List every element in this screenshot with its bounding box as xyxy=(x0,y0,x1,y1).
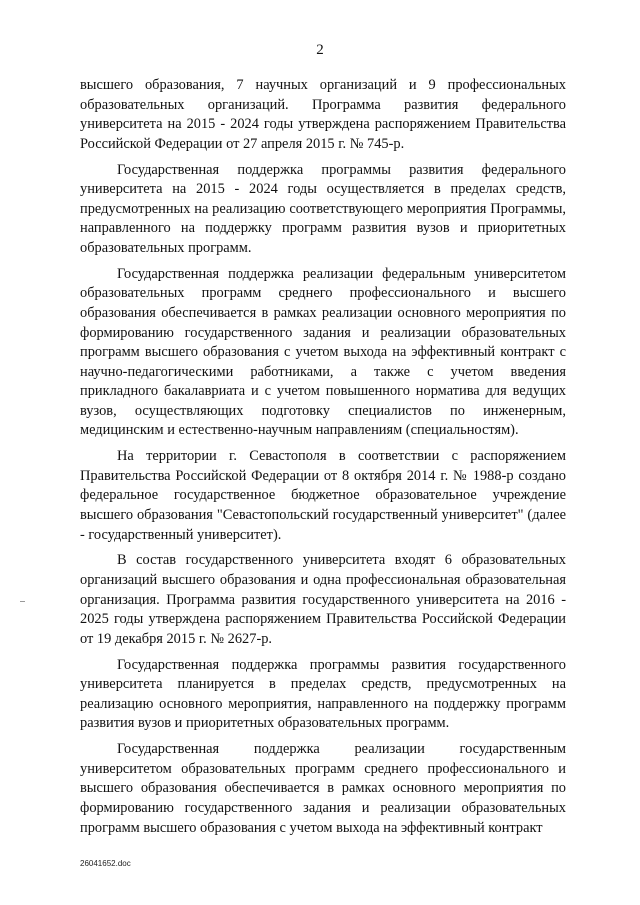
paragraph-4: На территории г. Севастополя в соответствии с распоряжением Правительства Российской Федерации от 8 октября 2014 г. № 1988-р создано федеральное государственное бюджетное образовательное учреждение высшего образования "Севастопольский государственный университет" (далее - государственный университет). xyxy=(80,448,566,543)
margin-mark xyxy=(20,601,25,602)
paragraph-5: В состав государственного университета входят 6 образовательных организаций высшего образования и одна профессиональная образовательная организация. Программа развития государственного университета на 2016 - 2025 годы утверждена распоряжением Правительства Российской Федерации от 19 декабря 2015 г. № 2627-р. xyxy=(80,552,566,647)
paragraph-1: высшего образования, 7 научных организаций и 9 профессиональных образовательных организаций. Программа развития федерального университета на 2015 - 2024 годы утверждена распоряжением Правительства Российской Федерации от 27 апреля 2015 г. № 745-р. xyxy=(80,77,566,152)
paragraph-2: Государственная поддержка программы развития федерального университета на 2015 - 2024 годы осуществляется в пределах средств, предусмотренных на реализацию соответствующего мероприятия Программы, направленного на поддержку программ развития вузов и приоритетных образовательных программ. xyxy=(80,161,566,256)
paragraph-6: Государственная поддержка программы развития государственного университета планируется в пределах средств, предусмотренных на реализацию основного мероприятия, направленного на поддержку программ развития вузов и приоритетных образовательных программ. xyxy=(80,656,566,732)
paragraph-7: Государственная поддержка реализации государственным университетом образовательных программ среднего профессионального и высшего образования обеспечивается в рамках основного мероприятия по формированию государственного задания и реализации образовательных программ высшего образования с учетом выхода на эффективный контракт xyxy=(80,741,566,836)
page-number: 2 xyxy=(316,42,324,58)
footer-file-code: 26041652.doc xyxy=(80,859,131,868)
paragraph-3: Государственная поддержка реализации федеральным университетом образовательных программ среднего профессионального и высшего образования обеспечивается в рамках реализации основного мероприятия по формированию государственного задания и реализации образовательных программ высшего образования с учетом выхода на эффективный контракт с научно-педагогическими работниками, а также с учетом введения прикладного бакалавриата и с учетом повышенного норматива для ведущих вузов, осуществляющих подготовку специалистов по инженерным, медицинским и естественно-научным направлениям (специальностям). xyxy=(80,265,566,439)
document-body xyxy=(80,76,566,844)
